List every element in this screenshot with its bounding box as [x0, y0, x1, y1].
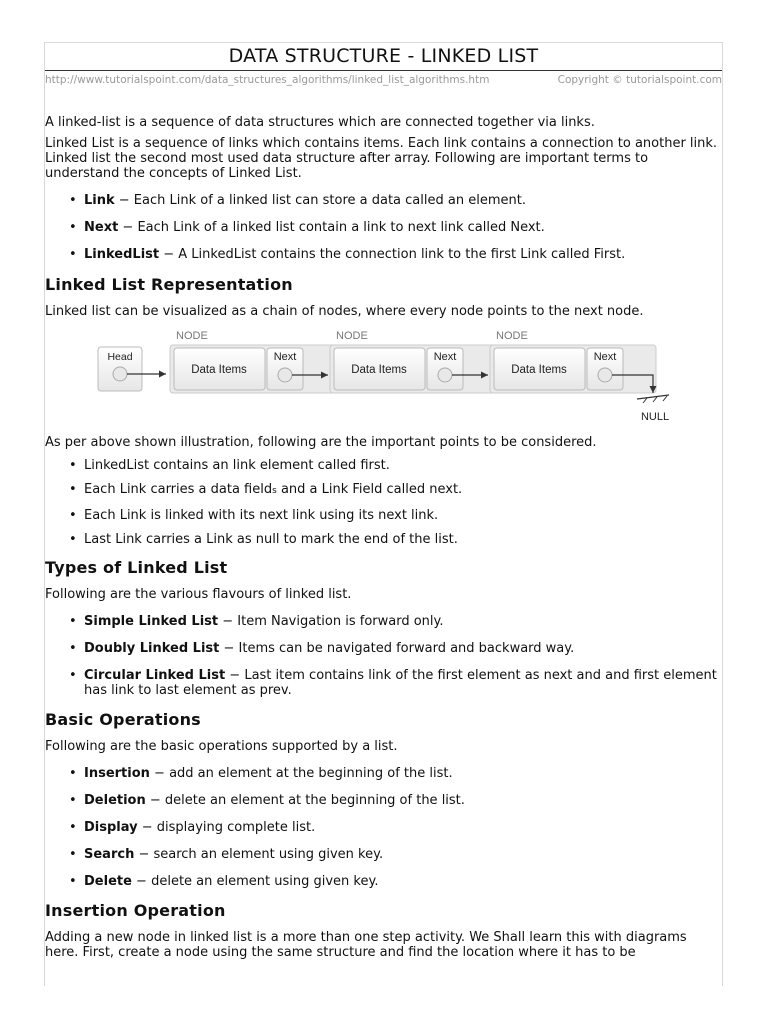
- section-heading-representation: Linked List Representation: [45, 275, 293, 294]
- term-desc: − add an element at the beginning of the list.: [149, 766, 453, 781]
- list-item: • Each Link is linked with its next link using its next link.: [84, 508, 723, 523]
- illustration-points-text: As per above shown illustration, following are the important points to be considered.: [45, 435, 597, 450]
- types-list: [45, 614, 723, 698]
- terms-list: [45, 193, 723, 262]
- head-label: Head: [107, 351, 133, 363]
- null-label: NULL: [640, 411, 670, 423]
- intro-paragraph: A linked-list is a sequence of data structures which are connected together via links.: [45, 115, 595, 130]
- list-item: [84, 874, 723, 889]
- term-label: LinkedList: [84, 247, 160, 262]
- term-desc: − Each Link of a linked list can store a data called an element.: [114, 193, 526, 208]
- term-desc: − Last item contains link of the first element as next and and first element has link to last element as prev.: [84, 668, 717, 698]
- term-label: Display: [84, 820, 138, 835]
- term-label: Simple Linked List: [84, 614, 219, 629]
- term-desc: − A LinkedList contains the connection link to the first Link called First.: [159, 247, 626, 262]
- point-text: Each Link carries a data field: [84, 482, 273, 497]
- list-item: [84, 482, 723, 499]
- node-label: NODE: [496, 330, 528, 342]
- term-desc: − delete an element using given key.: [131, 874, 379, 889]
- term-label: Search: [84, 847, 135, 862]
- term-desc: − search an element using given key.: [134, 847, 384, 862]
- next-label: Next: [273, 351, 297, 363]
- list-item: [84, 193, 723, 208]
- point-tail: and a Link Field called next.: [276, 482, 463, 497]
- head-pointer: [113, 367, 127, 381]
- list-item: [84, 614, 723, 629]
- term-desc: − delete an element at the beginning of the list.: [145, 793, 465, 808]
- linked-list-diagram: [97, 327, 687, 427]
- term-label: Circular Linked List: [84, 668, 226, 683]
- list-item: [84, 766, 723, 781]
- next-label: Next: [593, 351, 617, 363]
- content: [45, 115, 723, 960]
- types-text: Following are the various flavours of linked list.: [45, 587, 352, 602]
- term-label: Delete: [84, 874, 132, 889]
- next-pointer: [438, 368, 452, 382]
- representation-text: Linked list can be visualized as a chain of nodes, where every node points to the next node.: [45, 304, 644, 319]
- point-subscript: s: [272, 486, 277, 496]
- term-label: Insertion: [84, 766, 150, 781]
- term-label: Deletion: [84, 793, 146, 808]
- list-item: [84, 247, 723, 262]
- term-desc: − Items can be navigated forward and backward way.: [219, 641, 575, 656]
- term-label: Doubly Linked List: [84, 641, 220, 656]
- list-item: [84, 641, 723, 656]
- list-item: [84, 220, 723, 235]
- insertion-text: Adding a new node in linked list is a more than one step activity. We Shall learn this with diagrams here. First, create a node using the same structure and find the location where it has to be: [45, 930, 687, 960]
- next-pointer: [598, 368, 612, 382]
- node-label: NODE: [336, 330, 368, 342]
- operations-text: Following are the basic operations supported by a list.: [45, 739, 398, 754]
- list-item: [84, 668, 723, 698]
- document-page: [44, 42, 723, 986]
- intro-paragraph-2: Linked List is a sequence of links which contains items. Each link contains a connection to another link. Linked list the second most used data structure after array. Following are important terms to understand the concepts of Linked List.: [45, 136, 718, 181]
- term-label: Link: [84, 193, 115, 208]
- data-items-label: Data Items: [511, 364, 567, 376]
- list-item: • Last Link carries a Link as null to mark the end of the list.: [84, 532, 723, 547]
- ground-tick: [663, 396, 667, 401]
- linked-list-svg: [97, 327, 687, 427]
- section-heading-operations: Basic Operations: [45, 710, 201, 729]
- term-desc: − displaying complete list.: [137, 820, 316, 835]
- data-items-label: Data Items: [191, 364, 247, 376]
- ground-line: [637, 395, 669, 399]
- source-url[interactable]: http://www.tutorialspoint.com/data_structures_algorithms/linked_list_algorithms.htm: [45, 74, 490, 86]
- next-label: Next: [433, 351, 457, 363]
- section-heading-types: Types of Linked List: [45, 558, 228, 577]
- term-desc: − Item Navigation is forward only.: [218, 614, 444, 629]
- operations-list: [45, 766, 723, 889]
- node-label: NODE: [176, 330, 208, 342]
- list-item: [84, 847, 723, 862]
- copyright-notice: Copyright © tutorialspoint.com: [557, 74, 722, 86]
- section-heading-insertion: Insertion Operation: [45, 901, 226, 920]
- term-desc: − Each Link of a linked list contain a link to next link called Next.: [118, 220, 545, 235]
- data-items-label: Data Items: [351, 364, 407, 376]
- list-item: [84, 793, 723, 808]
- title-rule: [45, 70, 722, 71]
- ground-tick: [653, 397, 657, 402]
- list-item: • LinkedList contains an link element called first.: [84, 458, 723, 473]
- next-pointer: [278, 368, 292, 382]
- list-item: [84, 820, 723, 835]
- points-list: [45, 458, 723, 547]
- page-title: DATA STRUCTURE - LINKED LIST: [228, 45, 539, 67]
- term-label: Next: [84, 220, 119, 235]
